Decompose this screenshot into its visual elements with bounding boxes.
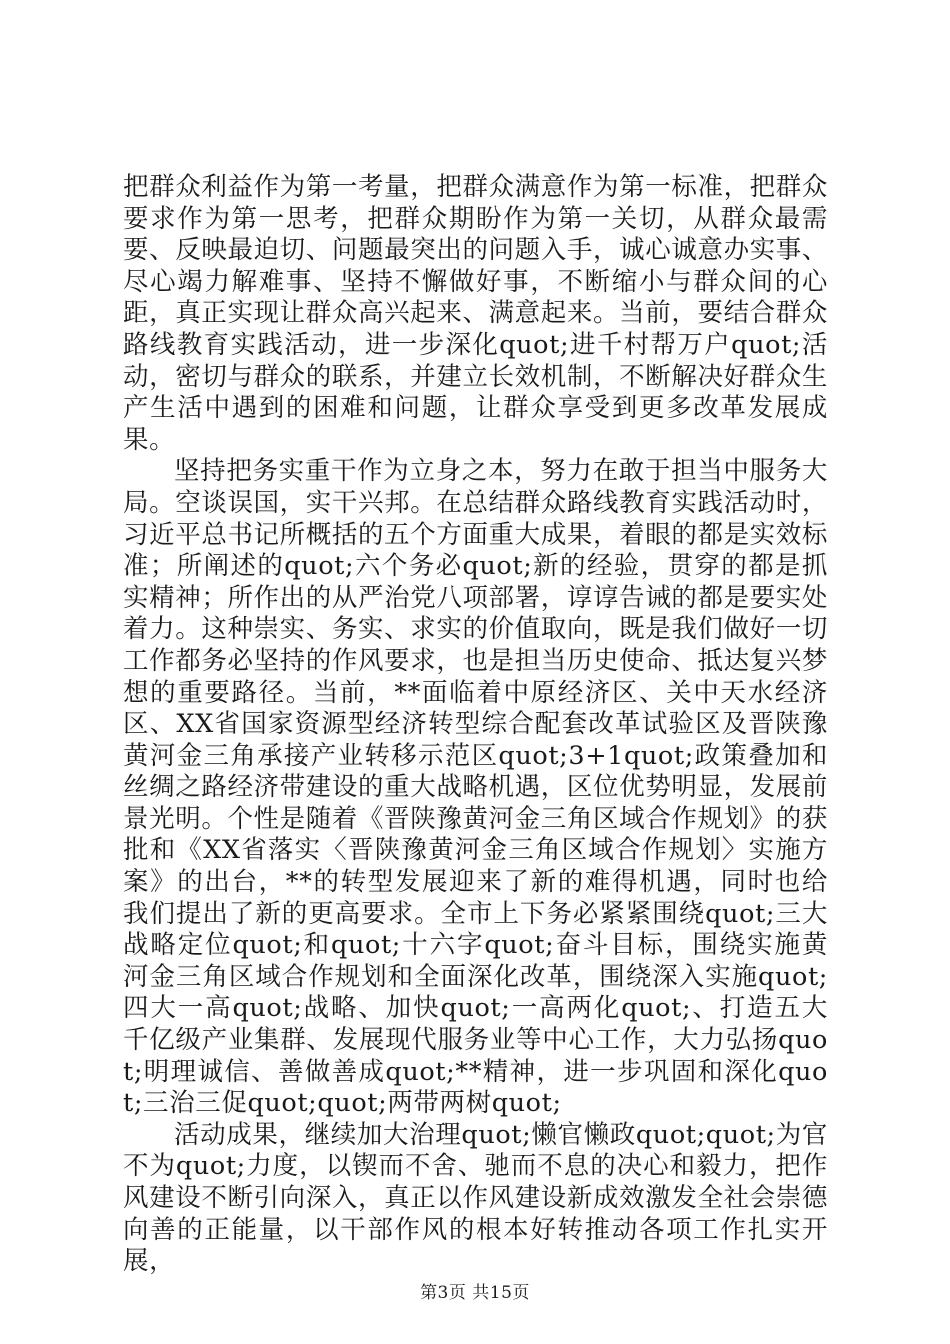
page-number-footer: 第3页 共15页 [420,1283,530,1303]
body-paragraph-3: 活动成果，继续加大治理quot;懒官懒政quot;quot;为官不为quot;力度，以锲而不舍、驰而不息的决心和毅力，把作风建设不断引向深入，真正以作风建设新成效激发全社会崇德向善的正能量，以干部作风的根本好转推动各项工作扎实开展， [123,1119,828,1277]
document-body [123,172,828,1278]
body-paragraph-1: 把群众利益作为第一考量，把群众满意作为第一标准，把群众要求作为第一思考，把群众期盼作为第一关切，从群众最需要、反映最迫切、问题最突出的问题入手，诚心诚意办实事、尽心竭力解难事、坚持不懈做好事，不断缩小与群众间的心距，真正实现让群众高兴起来、满意起来。当前，要结合群众路线教育实践活动，进一步深化quot;进千村帮万户quot;活动，密切与群众的联系，并建立长效机制，不断解决好群众生产生活中遇到的困难和问题，让群众享受到更多改革发展成果。 [123,172,828,455]
body-paragraph-2: 坚持把务实重干作为立身之本，努力在敢于担当中服务大局。空谈误国，实干兴邦。在总结群众路线教育实践活动时，习近平总书记所概括的五个方面重大成果，着眼的都是实效标准；所阐述的quot;六个务必quot;新的经验，贯穿的都是抓实精神；所作出的从严治党八项部署，谆谆告诫的都是要实处着力。这种崇实、务实、求实的价值取向，既是我们做好一切工作都务必坚持的作风要求，也是担当历史使命、抵达复兴梦想的重要路径。当前，**面临着中原经济区、关中天水经济区、XX省国家资源型经济转型综合配套改革试验区及晋陕豫黄河金三角承接产业转移示范区quot;3+1quot;政策叠加和丝绸之路经济带建设的重大战略机遇，区位优势明显，发展前景光明。个性是随着《晋陕豫黄河金三角区域合作规划》的获批和《XX省落实〈晋陕豫黄河金三角区域合作规划〉实施方案》的出台，**的转型发展迎来了新的难得机遇，同时也给我们提出了新的更高要求。全市上下务必紧紧围绕quot;三大战略定位quot;和quot;十六字quot;奋斗目标，围绕实施黄河金三角区域合作规划和全面深化改革，围绕深入实施quot;四大一高quot;战略、加快quot;一高两化quot;、打造五大千亿级产业集群、发展现代服务业等中心工作，大力弘扬quot;明理诚信、善做善成quot;**精神，进一步巩固和深化quot;三治三促quot;quot;两带两树quot; [123,456,828,1119]
